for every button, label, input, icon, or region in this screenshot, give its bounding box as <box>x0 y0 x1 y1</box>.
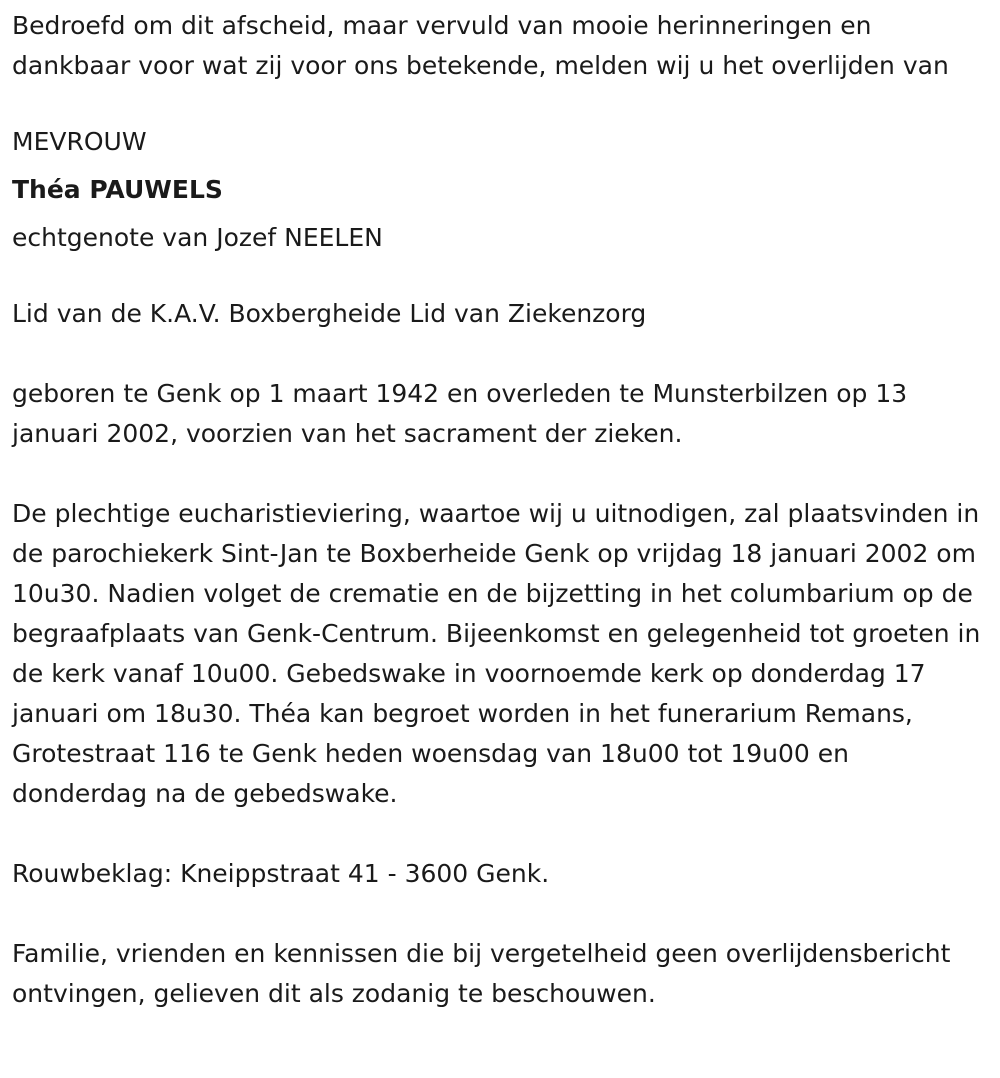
spacer <box>12 894 988 934</box>
spouse-line: echtgenote van Jozef NEELEN <box>12 223 383 252</box>
spacer <box>12 86 988 118</box>
spacer <box>12 454 988 494</box>
spacer <box>12 262 988 294</box>
condolence-address: Rouwbeklag: Kneippstraat 41 - 3600 Genk. <box>12 859 550 888</box>
closing-paragraph: Familie, vrienden en kennissen die bij vergetelheid geen overlijdensbericht ontvingen, gelieven dit als zodanig te beschouwen. <box>12 939 951 1008</box>
intro-paragraph: Bedroefd om dit afscheid, maar vervuld van mooie herinneringen en dankbaar voor wat zij voor ons betekende, melden wij u het overlijden van <box>12 11 949 80</box>
deceased-name: Théa PAUWELS <box>12 175 223 204</box>
memberships-line: Lid van de K.A.V. Boxbergheide Lid van Ziekenzorg <box>12 299 647 328</box>
spacer <box>12 814 988 854</box>
honorific: MEVROUW <box>12 127 147 156</box>
birth-death-paragraph: geboren te Genk op 1 maart 1942 en overleden te Munsterbilzen op 13 januari 2002, voorzien van het sacrament der zieken. <box>12 379 908 448</box>
ceremony-paragraph: De plechtige eucharistieviering, waartoe wij u uitnodigen, zal plaatsvinden in de parochiekerk Sint-Jan te Boxberheide Genk op vrijdag 18 januari 2002 om 10u30. Nadien volget de crematie en de bijzetting in het columbarium op de begraafplaats van Genk-Centrum. Bijeenkomst en gelegenheid tot groeten in de kerk vanaf 10u00. Gebedswake in voornoemde kerk op donderdag 17 januari om 18u30. Théa kan begroet worden in het funerarium Remans, Grotestraat 116 te Genk heden woensdag van 18u00 tot 19u00 en donderdag na de gebedswake. <box>12 499 981 808</box>
spacer <box>12 334 988 374</box>
